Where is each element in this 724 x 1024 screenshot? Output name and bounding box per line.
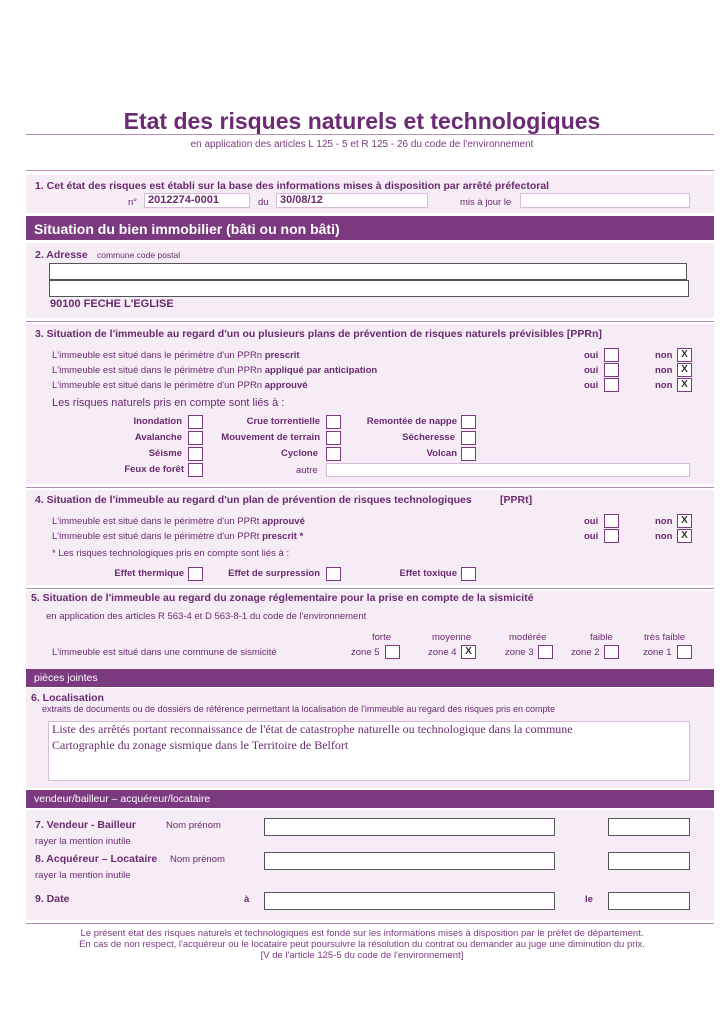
pieces-jointes-bar: pièces jointes — [26, 669, 714, 687]
pprt-prescrit-oui-checkbox[interactable] — [604, 529, 619, 543]
zone-1-checkbox[interactable] — [677, 645, 692, 659]
risk-cyclone-checkbox[interactable] — [326, 447, 341, 461]
date-place-field[interactable] — [264, 892, 555, 910]
risk-label-cyclone: Cyclone — [281, 448, 318, 459]
seismic-level-forte: forte — [372, 632, 392, 643]
section-6-heading: 6. Localisation — [31, 692, 104, 704]
zone-5-label: zone 5 — [351, 647, 380, 658]
seismic-level-tres-faible: très faible — [644, 632, 686, 643]
risks-intro: Les risques naturels pris en compte sont liés à : — [52, 397, 285, 409]
non-label: non — [655, 365, 673, 376]
page-subtitle: en application des articles L 125 - 5 et R 125 - 26 du code de l'environnement — [190, 139, 534, 150]
section-1-heading: 1. Cet état des risques est établi sur la base des informations mises à disposition par arrêté préfectoral — [35, 180, 550, 192]
risk-label-inondation: Inondation — [133, 416, 182, 427]
risk-label-mouvement: Mouvement de terrain — [221, 432, 320, 443]
localisation-line-2: Cartographie du zonage sismique dans le Territoire de Belfort — [52, 738, 349, 752]
risk-volcan-checkbox[interactable] — [461, 447, 476, 461]
section-5-heading: 5. Situation de l'immeuble au regard du zonage réglementaire pour la prise en compte de la sismicité — [31, 592, 534, 604]
pprn-anticipation-oui-checkbox[interactable] — [604, 363, 619, 377]
pprn-prescrit-non-checkbox[interactable]: X — [677, 348, 692, 362]
arrete-number-value: 2012274-0001 — [148, 194, 219, 206]
section-4-heading: 4. Situation de l'immeuble au regard d'un plan de prévention de risques technologiques — [35, 494, 472, 506]
divider — [26, 321, 714, 322]
risk-label-seisme: Séisme — [148, 448, 182, 459]
zone-2-label: zone 2 — [571, 647, 600, 658]
zone-1-label: zone 1 — [643, 647, 672, 658]
risk-secheresse-checkbox[interactable] — [461, 431, 476, 445]
pprn-row-approuve: L'immeuble est situé dans le périmètre d'un PPRn approuvé — [52, 380, 308, 391]
zone-4-checkbox[interactable]: X — [461, 645, 476, 659]
pprn-prescrit-oui-checkbox[interactable] — [604, 348, 619, 362]
section-8-heading: 8. Acquéreur – Locataire — [35, 853, 158, 865]
divider — [26, 170, 714, 171]
acquereur-name-field[interactable] — [264, 852, 555, 870]
localisation-line-1: Liste des arrêtés portant reconnaissance de l'état de catastrophe naturelle ou technologique dans la commune — [52, 722, 573, 736]
update-date-label: mis à jour le — [460, 197, 512, 208]
pprt-prescrit-non-checkbox[interactable]: X — [677, 529, 692, 543]
arrete-number-field[interactable] — [144, 193, 250, 208]
zone-5-checkbox[interactable] — [385, 645, 400, 659]
risk-crue-checkbox[interactable] — [326, 415, 341, 429]
address-sublabel: commune code postal — [97, 250, 181, 260]
pprt-row-prescrit: L'immeuble est situé dans le périmètre d'un PPRt prescrit * — [52, 531, 304, 542]
page-title: Etat des risques naturels et technologiques — [123, 108, 601, 134]
non-label: non — [655, 350, 673, 361]
pprt-row-approuve: L'immeuble est situé dans le périmètre d'un PPRt approuvé — [52, 516, 305, 527]
risk-label-volcan: Volcan — [426, 448, 457, 459]
non-label: non — [655, 380, 673, 391]
footer-line-3: [V de l'article 125-5 du code de l'environnement] — [260, 950, 464, 961]
footer-divider — [26, 923, 714, 924]
risk-label-nappe: Remontée de nappe — [366, 416, 457, 427]
risk-seisme-checkbox[interactable] — [188, 447, 203, 461]
pprt-approuve-non-checkbox[interactable]: X — [677, 514, 692, 528]
situation-bar: Situation du bien immobilier (bâti ou non bâti) — [26, 216, 714, 240]
non-label: non — [655, 516, 673, 527]
vendeur-note: rayer la mention inutile — [35, 836, 131, 847]
address-value: 90100 FECHE L'EGLISE — [50, 298, 174, 310]
section-5-sub: en application des articles R 563-4 et D 563-8-1 du code de l'environnement — [46, 611, 367, 622]
vendeur-extra-field[interactable] — [608, 818, 690, 836]
acquereur-note: rayer la mention inutile — [35, 870, 131, 881]
effect-surpression-checkbox[interactable] — [326, 567, 341, 581]
risk-inondation-checkbox[interactable] — [188, 415, 203, 429]
pprn-approuve-oui-checkbox[interactable] — [604, 378, 619, 392]
risk-label-secheresse: Sécheresse — [402, 432, 455, 443]
pprn-anticipation-non-checkbox[interactable]: X — [677, 363, 692, 377]
arrete-date-field[interactable] — [276, 193, 428, 208]
vendeur-name-field[interactable] — [264, 818, 555, 836]
pprn-approuve-non-checkbox[interactable]: X — [677, 378, 692, 392]
section-9-heading: 9. Date — [35, 893, 70, 905]
pprt-approuve-oui-checkbox[interactable] — [604, 514, 619, 528]
risk-mouvement-checkbox[interactable] — [326, 431, 341, 445]
vendeur-acquereur-bar: vendeur/bailleur – acquéreur/locataire — [26, 790, 714, 808]
section-4-tag: [PPRt] — [500, 494, 533, 506]
risk-label-crue: Crue torrentielle — [246, 416, 320, 427]
date-place-label: à — [244, 894, 250, 905]
address-line-2-field[interactable] — [49, 280, 689, 297]
risk-nappe-checkbox[interactable] — [461, 415, 476, 429]
divider — [26, 487, 714, 488]
effect-thermique-checkbox[interactable] — [188, 567, 203, 581]
oui-label: oui — [584, 516, 599, 527]
section-2-heading: 2. Adresse — [35, 249, 88, 261]
date-field[interactable] — [608, 892, 690, 910]
oui-label: oui — [584, 380, 599, 391]
effect-label-surpression: Effet de surpression — [228, 568, 320, 579]
oui-label: oui — [584, 531, 599, 542]
footer-line-1: Le présent état des risques naturels et technologiques est fondé sur les informations mises à disposition par le préfet de département. — [80, 928, 644, 939]
zone-3-label: zone 3 — [505, 647, 534, 658]
pprt-note: * Les risques technologiques pris en compte sont liés à : — [52, 548, 290, 559]
title-divider — [26, 134, 714, 135]
section-6-sub: extraits de documents ou de dossiers de référence permettant la localisation de l'immeuble au regard des risques pris en compte — [42, 704, 555, 714]
risk-label-avalanche: Avalanche — [134, 432, 182, 443]
zone-2-checkbox[interactable] — [604, 645, 619, 659]
effect-toxique-checkbox[interactable] — [461, 567, 476, 581]
effect-label-thermique: Effet thermique — [114, 568, 184, 579]
update-date-field[interactable] — [520, 193, 690, 208]
oui-label: oui — [584, 350, 599, 361]
arrete-date-label: du — [258, 197, 269, 208]
arrete-date-value: 30/08/12 — [280, 194, 323, 206]
footer-line-2: En cas de non respect, l'acquéreur ou le locataire peut poursuivre la résolution du contrat ou demander au juge une diminution du prix. — [79, 939, 645, 950]
seismic-level-moderee: modérée — [509, 632, 547, 643]
risk-autre-field[interactable] — [326, 463, 690, 477]
acquereur-extra-field[interactable] — [608, 852, 690, 870]
address-line-1-field[interactable] — [49, 263, 687, 280]
arrete-number-label: n° — [128, 197, 138, 208]
section-7-heading: 7. Vendeur - Bailleur — [35, 819, 136, 831]
non-label: non — [655, 531, 673, 542]
seismic-level-faible: faible — [590, 632, 613, 643]
pprn-row-anticipation: L'immeuble est situé dans le périmètre d'un PPRn appliqué par anticipation — [52, 365, 378, 376]
effect-label-toxique: Effet toxique — [399, 568, 457, 579]
risk-autre-label: autre — [296, 465, 318, 476]
vendeur-name-label: Nom prénom — [166, 820, 221, 831]
acquereur-name-label: Nom prénom — [170, 854, 225, 865]
seismic-row-label: L'immeuble est situé dans une commune de sismicité — [52, 647, 277, 658]
zone-4-label: zone 4 — [428, 647, 457, 658]
seismic-level-moyenne: moyenne — [432, 632, 472, 643]
divider — [26, 588, 714, 589]
risk-feux-checkbox[interactable] — [188, 463, 203, 477]
pprn-row-prescrit: L'immeuble est situé dans le périmètre d'un PPRn prescrit — [52, 350, 300, 361]
section-3-heading: 3. Situation de l'immeuble au regard d'un ou plusieurs plans de prévention de risques naturels prévisibles [PPRn] — [35, 328, 602, 340]
date-label: le — [585, 894, 593, 905]
zone-3-checkbox[interactable] — [538, 645, 553, 659]
risk-label-feux: Feux de forêt — [124, 464, 184, 475]
oui-label: oui — [584, 365, 599, 376]
